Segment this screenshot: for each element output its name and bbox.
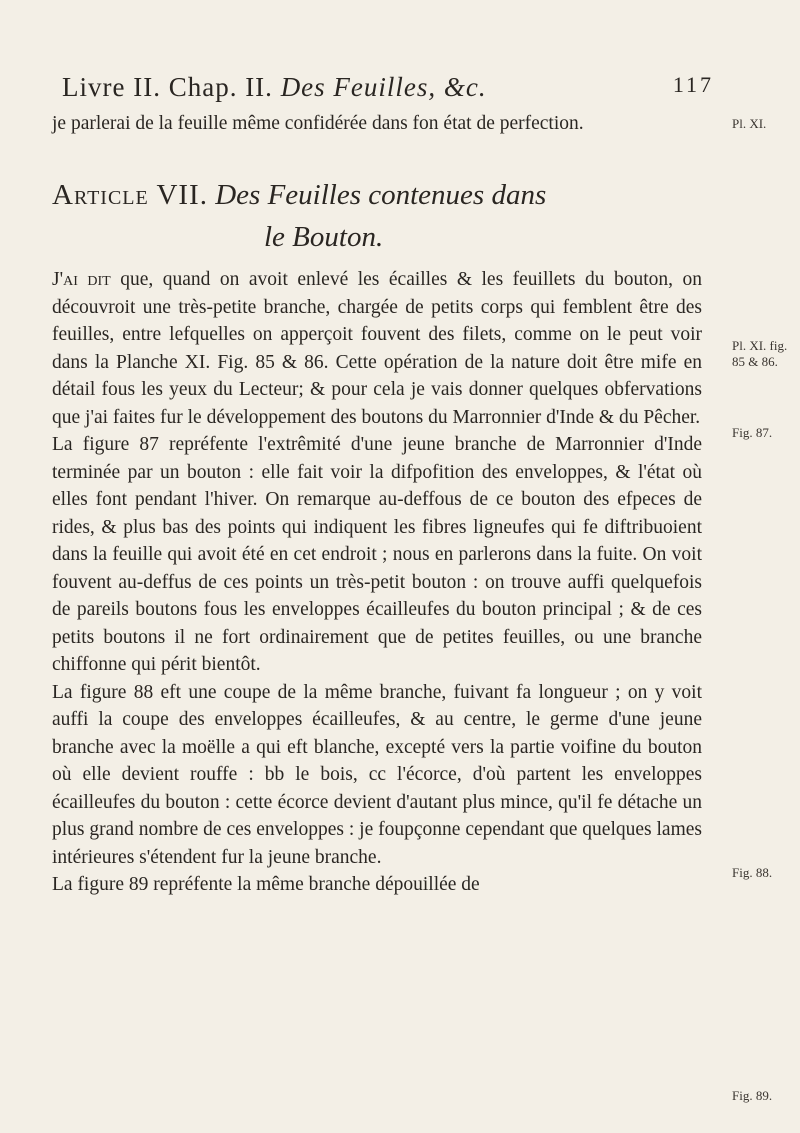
- article-title-line1: Des Feuilles contenues dans: [215, 179, 547, 211]
- paragraph-body: La figure 88 eft une coupe de la même branche, fuivant fa longueur ; on y voit auffi la coupe des enveloppes écailleufes, & au centre, le germe d'une jeune branche avec la moëlle a qui eft blanche, excepté vers la partie voifine du bouton où elle devient rouffe : bb le bois, cc l'écorce, d'où partent les enveloppes écailleufes du bouton : cette écorce devient d'autant plus mince, qu'il fe détache un plus grand nombre de ces enveloppes : je foupçonne cependant que quelques lames intérieures s'étendent fur la jeune branche.: [52, 681, 702, 868]
- article-title-line2: le Bouton.: [264, 221, 384, 253]
- margin-note-plate-figs: Pl. XI. fig. 85 & 86.: [732, 338, 788, 369]
- intro-paragraph: [52, 110, 702, 138]
- paragraph-4: [52, 871, 702, 899]
- paragraph-body: que, quand on avoit enlevé les écailles & les feuillets du bouton, on découvroit une très-petite branche, chargée de petits corps qui femblent être des feuilles, entre lefquelles on apperçoit fouvent des filets, comme on le peut voir dans la Planche XI. Fig. 85 & 86. Cette opération de la nature doit être mife en détail fous les yeux du Lecteur; & pour cela je vais donner quelques obfervations que j'ai faites fur le développement des boutons du Marronnier d'Inde & du Pêcher.: [52, 269, 702, 428]
- paragraph-2: [52, 431, 702, 679]
- article-label: Article VII.: [52, 179, 208, 211]
- paragraph-body: La figure 89 repréfente la même branche dépouillée de: [52, 874, 480, 895]
- margin-note-fig-87: Fig. 87.: [732, 425, 773, 440]
- paragraph-lead: J'ai dit: [52, 269, 111, 290]
- intro-text: je parlerai de la feuille même confidérée dans fon état de perfection.: [52, 113, 584, 134]
- running-head-text: Livre II. Chap. II.: [62, 72, 281, 102]
- main-text: [52, 266, 702, 899]
- paragraph-3: [52, 679, 702, 872]
- margin-note-fig-89: Fig. 89.: [732, 1088, 773, 1103]
- page-number: 117: [672, 72, 714, 97]
- article-heading: [52, 174, 732, 258]
- paragraph-body: La figure 87 repréfente l'extrêmité d'une jeune branche de Marronnier d'Inde terminée par un bouton : elle fait voir la difpofition des enveloppes, & l'état où elles font pendant l'hiver. On remarque au-deffous de ce bouton des efpeces de rides, & plus bas des points qui indiquent les fibres ligneufes qui fe diftribuoient dans la feuille qui avoit été en cet endroit ; nous en parlerons dans la fuite. On voit fouvent au-deffus de ces points un très-petit bouton : on trouve auffi quelquefois de pareils boutons fous les enveloppes écailleufes du bouton principal ; & de ces petits boutons il ne fort ordinairement que de petites feuilles, ou une branche chiffonne qui périt bientôt.: [52, 434, 702, 675]
- margin-note-plate: Pl. XI.: [732, 116, 767, 131]
- running-head: [62, 72, 712, 103]
- paragraph-1: [52, 266, 702, 431]
- margin-note-fig-88: Fig. 88.: [732, 865, 773, 880]
- running-head-italic: Des Feuilles, &c.: [280, 72, 487, 102]
